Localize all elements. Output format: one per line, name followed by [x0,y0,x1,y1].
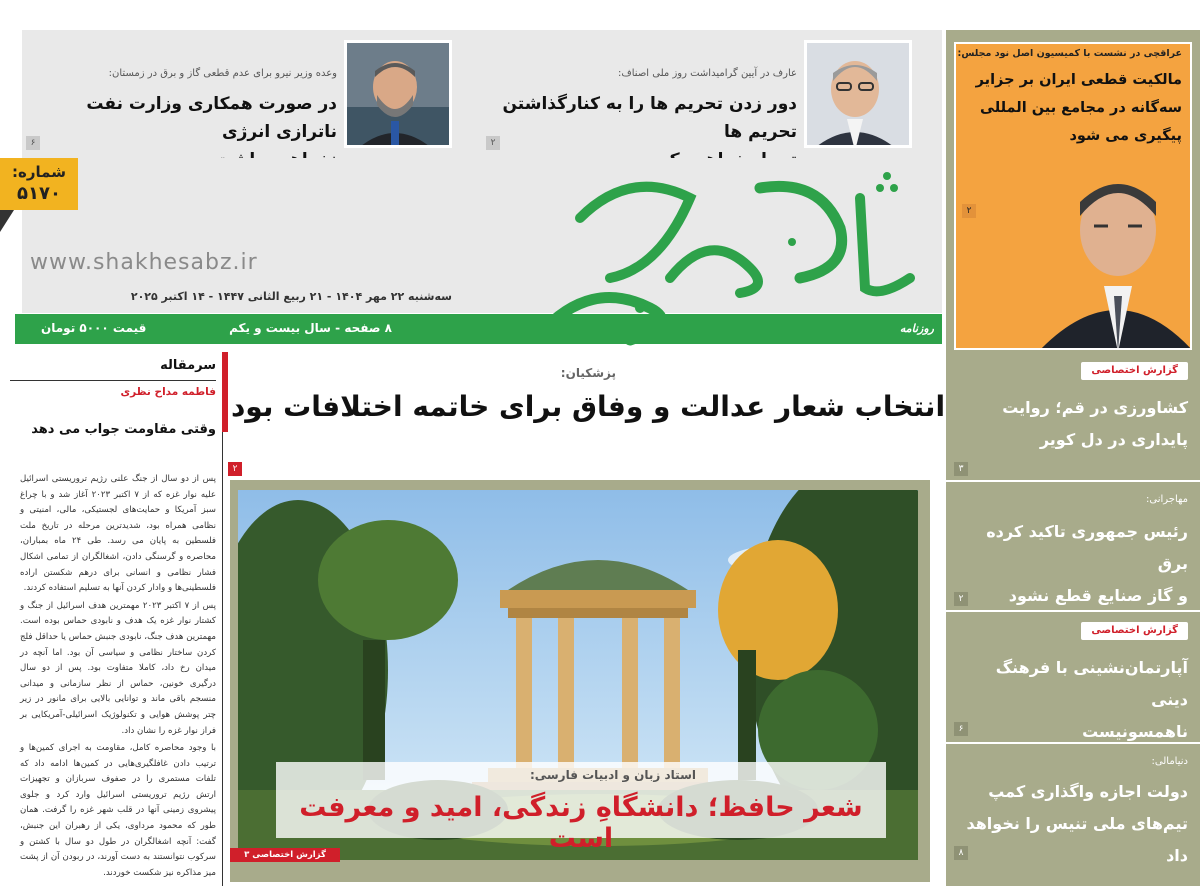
page-number-badge: ۳ [954,462,968,476]
price-label: قیمت ۵۰۰۰ تومان [41,321,147,335]
feature-kicker: عراقچی در نشست با کمیسیون اصل نود مجلس: [957,48,1182,59]
editorial-paragraph: پس از دو سال از جنگ علنی رژیم تروریستی اسرائیل علیه نوار غزه که از ۷ اکتبر ۲۰۲۳ آغاز شد و با چراغ سبز آمریکا و حمایت‌های لجستیکی، مالی، امنیتی و نظامی همراه بود، شدیدترین مرحله در تاریخ ملت فلسطین به پایان می رسد. طی ۲۴ ماه بمباران، محاصره و گرسنگی دادن، اشغالگران از تمامی اشکال فشار نظامی و انسانی برای درهم شکستن اراده فلسطینی‌ها و وادار کردن آنها به تسلیم استفاده کردند. [20,474,217,594]
pages-info: ۸ صفحه - سال بیست و یکم [229,321,392,335]
sidebar-headline-line: دولت اجازه واگذاری کمپ [988,782,1188,801]
page-number-badge: ۲ [954,592,968,606]
teaser-energy-minister[interactable] [22,30,482,158]
page-number-badge: ۲ [486,136,500,150]
daily-label: روزنامه [899,322,934,335]
sidebar-headline [956,392,1188,456]
sidebar-headline-line: تیم‌های ملی تنیس را نخواهد داد [966,814,1188,865]
feature-headline-line: پیگیری می شود [1069,128,1182,144]
main-story-headline[interactable]: انتخاب شعار عدالت و وفاق برای خاتمه اختلافات بود [230,390,946,423]
masthead-info-bar [15,314,942,344]
teaser-photo-aref [804,40,912,148]
exclusive-report-tag: گزارش اختصاصی [1081,622,1188,640]
sidebar-headline-line: ناهمسونیست [1082,722,1188,741]
page-number-badge: ۲ [962,204,976,218]
sidebar-kicker: دنیامالی: [1151,756,1188,767]
page-number-badge: ۶ [954,722,968,736]
sidebar-headline [956,516,1188,612]
top-teaser-strip [22,30,942,158]
teaser-kicker: وعده وزیر نیرو برای عدم قطعی گاز و برق در زمستان: [108,68,337,79]
editorial-rule [10,380,216,381]
sidebar-headline-line: رئیس جمهوری تاکید کرده برق [986,522,1188,573]
editorial-section-title: سرمقاله [160,358,216,373]
editorial-body [20,472,216,883]
editorial-author: فاطمه مداح نظری [120,386,216,398]
sidebar-story-tennis[interactable] [946,754,1200,878]
issue-label: شماره: [12,163,66,181]
sidebar-feature-story[interactable] [954,42,1192,350]
editorial-column[interactable] [10,352,216,886]
sidebar-story-agriculture[interactable] [946,362,1200,480]
sidebar-story-electricity[interactable] [946,492,1200,608]
sidebar-divider [946,742,1200,744]
sidebar-headline [956,776,1188,872]
feature-headline [962,66,1182,150]
exclusive-report-tag: گزارش اختصاصی ۳ [230,848,340,862]
column-divider [222,352,223,886]
teaser-photo-minister [344,40,452,148]
issue-number-badge [0,158,78,210]
feature-headline-line: مالکیت قطعی ایران بر جزایر [975,72,1182,88]
sidebar-divider [946,480,1200,482]
feature-headline-line: سه‌گانه در مجامع بین المللی [980,100,1182,116]
sidebar-story-apartment[interactable] [946,622,1200,740]
issue-date: سه‌شنبه ۲۲ مهر ۱۴۰۴ - ۲۱ ربیع الثانی ۱۴۴۷ - ۱۴ اکتبر ۲۰۲۵ [130,290,452,303]
sidebar-headline [956,652,1188,748]
sidebar-headline-line: کشاورزی در قم؛ روایت [1002,398,1188,417]
photo-feature-caption[interactable] [276,762,886,854]
sidebar-headline-line: و گاز صنایع قطع نشود [1008,586,1188,605]
exclusive-report-tag: گزارش اختصاصی [1081,362,1188,380]
sidebar-kicker: مهاجرانی: [1146,494,1188,505]
teaser-kicker: عارف در آیین گرامیداشت روز ملی اصناف: [618,68,797,79]
page-number-badge: ۲ [228,462,242,476]
photo-feature-kicker: استاد زبان و ادبیات فارسی: [529,768,696,782]
page-number-badge: ۸ [954,846,968,860]
issue-number: ۵۱۷۰ [17,183,61,204]
sidebar-headline-line: آپارتمان‌نشینی با فرهنگ دینی [995,658,1188,709]
editorial-paragraph: با وجود محاصره کامل، مقاومت به اجرای کمین‌ها و ترتیب دادن غافلگیری‌هایی در کمین‌ها ادامه داد که تلفات مستمری را در صفوف سربازان و تجهیزات ارتش رژیم تروریستی اسرائیل وارد کرد و جلوی پیشروی زمینی آنها در قلب شهر غزه را گرفت. همان طور که محمود مرداوی، یکی از رهبران این جنبش، گفت: آنچه اشغالگران در طول دو سال با کشتن و سرکوب نتوانستند به دست آورند، در ربودن آن از پشت میز مذاکره نیز شکست خوردند. [20,743,216,878]
website-url[interactable]: www.shakhesabz.ir [30,250,258,275]
page-number-badge: ۶ [26,136,40,150]
teaser-headline-line: دور زدن تحریم ها را به کنارگذاشتن تحریم ها [502,94,797,142]
editorial-headline: وقتی مقاومت جواب می دهد [31,422,216,437]
teaser-headline-line: در صورت همکاری وزارت نفت ناترازی انرژی [86,94,337,142]
issue-badge-fold [0,210,14,234]
teaser-aref[interactable] [482,30,942,158]
editorial-paragraph: پس از ۷ اکتبر ۲۰۲۳ مهمترین هدف اسرائیل از جنگ و کشتار نوار غزه یک هدف و نابودی حماس بوده است. مهمترین هدف جنگ، نابودی جنبش حماس یا حداقل فلج کردن ساختار نظامی و سیاسی آن بود. اما آنچه در میدان رخ داد، کاملا متفاوت بود. پس از دو سال درگیری خونین، حماس از نظر سازمانی و میدانی منسجم باقی ماند و توانایی بالایی برای مانور در زیر چتر پوشش هوایی و تکنولوژیک اسرائیلی-آمریکایی بر فراز نوار غزه را نشان داد. [20,600,216,736]
feature-portrait [1038,156,1192,350]
main-story-kicker: پزشکیان: [560,366,616,380]
sidebar-headline-line: پایداری در دل کویر [1039,430,1188,449]
photo-feature-headline: شعر حافظ؛ دانشگاهِ زندگی، امید و معرفت است [299,792,863,854]
sidebar-divider [946,610,1200,612]
